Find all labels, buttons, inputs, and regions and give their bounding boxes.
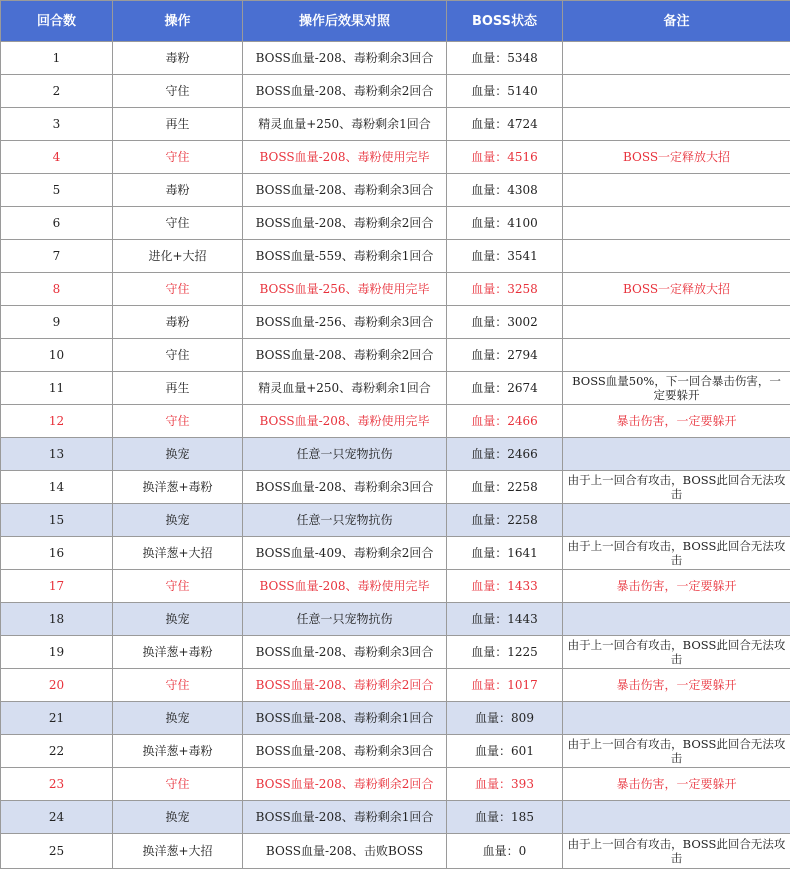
round-cell: 19	[1, 636, 113, 669]
action-cell: 守住	[113, 75, 243, 108]
action-cell: 守住	[113, 405, 243, 438]
boss-status-cell: 血量：4516	[447, 141, 563, 174]
boss-status-cell: 血量：393	[447, 768, 563, 801]
boss-status-cell: 血量：601	[447, 735, 563, 768]
table-row	[1, 174, 790, 207]
action-cell: 守住	[113, 768, 243, 801]
header-effect: 操作后效果对照	[243, 1, 447, 42]
header-boss-status: BOSS状态	[447, 1, 563, 42]
effect-cell: 精灵血量+250、毒粉剩余1回合	[243, 108, 447, 141]
effect-cell: 任意一只宠物抗伤	[243, 438, 447, 471]
table-row	[1, 768, 790, 801]
note-cell	[563, 702, 790, 735]
note-cell	[563, 42, 790, 75]
boss-status-cell: 血量：3541	[447, 240, 563, 273]
table-row	[1, 372, 790, 405]
round-cell: 6	[1, 207, 113, 240]
effect-cell: BOSS血量-208、毒粉剩余1回合	[243, 801, 447, 834]
action-cell: 换洋葱+毒粉	[113, 735, 243, 768]
round-cell: 3	[1, 108, 113, 141]
action-cell: 换宠	[113, 504, 243, 537]
round-cell: 16	[1, 537, 113, 570]
note-cell	[563, 108, 790, 141]
table-row	[1, 207, 790, 240]
round-cell: 17	[1, 570, 113, 603]
round-cell: 18	[1, 603, 113, 636]
table-row	[1, 240, 790, 273]
header-action: 操作	[113, 1, 243, 42]
note-cell: BOSS血量50%，下一回合暴击伤害，一定要躲开	[563, 372, 790, 405]
effect-cell: BOSS血量-208、毒粉剩余3回合	[243, 735, 447, 768]
effect-cell: BOSS血量-256、毒粉使用完毕	[243, 273, 447, 306]
round-cell: 7	[1, 240, 113, 273]
round-cell: 10	[1, 339, 113, 372]
table-row	[1, 702, 790, 735]
table-row	[1, 603, 790, 636]
note-cell: 由于上一回合有攻击，BOSS此回合无法攻击	[563, 735, 790, 768]
note-cell: 由于上一回合有攻击，BOSS此回合无法攻击	[563, 471, 790, 504]
action-cell: 换宠	[113, 603, 243, 636]
table-row	[1, 405, 790, 438]
effect-cell: BOSS血量-256、毒粉剩余3回合	[243, 306, 447, 339]
boss-status-cell: 血量：1443	[447, 603, 563, 636]
round-cell: 5	[1, 174, 113, 207]
action-cell: 毒粉	[113, 306, 243, 339]
action-cell: 换宠	[113, 801, 243, 834]
table-row	[1, 141, 790, 174]
boss-status-cell: 血量：3002	[447, 306, 563, 339]
table-row	[1, 801, 790, 834]
effect-cell: BOSS血量-208、毒粉剩余3回合	[243, 636, 447, 669]
boss-status-cell: 血量：1225	[447, 636, 563, 669]
round-cell: 9	[1, 306, 113, 339]
note-cell	[563, 75, 790, 108]
table-row	[1, 669, 790, 702]
note-cell: 由于上一回合有攻击，BOSS此回合无法攻击	[563, 537, 790, 570]
effect-cell: BOSS血量-208、毒粉使用完毕	[243, 405, 447, 438]
round-cell: 21	[1, 702, 113, 735]
header-note: 备注	[563, 1, 790, 42]
boss-status-cell: 血量：0	[447, 834, 563, 869]
round-cell: 12	[1, 405, 113, 438]
round-cell: 22	[1, 735, 113, 768]
table-row	[1, 735, 790, 768]
note-cell	[563, 306, 790, 339]
action-cell: 守住	[113, 669, 243, 702]
round-cell: 25	[1, 834, 113, 869]
note-cell: 暴击伤害，一定要躲开	[563, 405, 790, 438]
table-row	[1, 636, 790, 669]
header-round: 回合数	[1, 1, 113, 42]
note-cell	[563, 174, 790, 207]
table-row	[1, 306, 790, 339]
note-cell: BOSS一定释放大招	[563, 141, 790, 174]
action-cell: 毒粉	[113, 174, 243, 207]
action-cell: 进化+大招	[113, 240, 243, 273]
boss-status-cell: 血量：4724	[447, 108, 563, 141]
effect-cell: BOSS血量-208、毒粉剩余2回合	[243, 669, 447, 702]
round-cell: 14	[1, 471, 113, 504]
note-cell: 由于上一回合有攻击，BOSS此回合无法攻击	[563, 834, 790, 869]
action-cell: 换宠	[113, 702, 243, 735]
round-cell: 11	[1, 372, 113, 405]
boss-status-cell: 血量：2674	[447, 372, 563, 405]
round-cell: 20	[1, 669, 113, 702]
effect-cell: BOSS血量-208、毒粉使用完毕	[243, 570, 447, 603]
boss-status-cell: 血量：5348	[447, 42, 563, 75]
effect-cell: BOSS血量-208、毒粉剩余3回合	[243, 174, 447, 207]
table-row	[1, 504, 790, 537]
boss-status-cell: 血量：5140	[447, 75, 563, 108]
round-cell: 13	[1, 438, 113, 471]
round-cell: 2	[1, 75, 113, 108]
effect-cell: 任意一只宠物抗伤	[243, 504, 447, 537]
table-row	[1, 339, 790, 372]
effect-cell: BOSS血量-409、毒粉剩余2回合	[243, 537, 447, 570]
table-row	[1, 834, 790, 869]
note-cell: 暴击伤害，一定要躲开	[563, 669, 790, 702]
table-row	[1, 273, 790, 306]
effect-cell: BOSS血量-208、毒粉剩余2回合	[243, 207, 447, 240]
note-cell: BOSS一定释放大招	[563, 273, 790, 306]
boss-status-cell: 血量：2466	[447, 438, 563, 471]
boss-status-cell: 血量：2258	[447, 504, 563, 537]
table-row	[1, 471, 790, 504]
round-cell: 15	[1, 504, 113, 537]
effect-cell: BOSS血量-208、击败BOSS	[243, 834, 447, 869]
boss-status-cell: 血量：2258	[447, 471, 563, 504]
effect-cell: BOSS血量-208、毒粉剩余2回合	[243, 75, 447, 108]
effect-cell: BOSS血量-208、毒粉使用完毕	[243, 141, 447, 174]
boss-status-cell: 血量：4100	[447, 207, 563, 240]
action-cell: 毒粉	[113, 42, 243, 75]
boss-status-cell: 血量：2794	[447, 339, 563, 372]
action-cell: 守住	[113, 339, 243, 372]
table-row	[1, 438, 790, 471]
table-row	[1, 537, 790, 570]
table-body	[1, 42, 790, 869]
effect-cell: BOSS血量-208、毒粉剩余1回合	[243, 702, 447, 735]
effect-cell: BOSS血量-208、毒粉剩余2回合	[243, 768, 447, 801]
effect-cell: BOSS血量-208、毒粉剩余2回合	[243, 339, 447, 372]
action-cell: 再生	[113, 372, 243, 405]
action-cell: 换洋葱+大招	[113, 537, 243, 570]
effect-cell: 任意一只宠物抗伤	[243, 603, 447, 636]
action-cell: 再生	[113, 108, 243, 141]
boss-status-cell: 血量：185	[447, 801, 563, 834]
action-cell: 换洋葱+毒粉	[113, 636, 243, 669]
table-row	[1, 570, 790, 603]
boss-status-cell: 血量：1017	[447, 669, 563, 702]
action-cell: 守住	[113, 207, 243, 240]
round-cell: 23	[1, 768, 113, 801]
note-cell	[563, 339, 790, 372]
effect-cell: BOSS血量-208、毒粉剩余3回合	[243, 42, 447, 75]
boss-status-cell: 血量：2466	[447, 405, 563, 438]
action-cell: 换宠	[113, 438, 243, 471]
effect-cell: BOSS血量-208、毒粉剩余3回合	[243, 471, 447, 504]
table-row	[1, 42, 790, 75]
boss-status-cell: 血量：1433	[447, 570, 563, 603]
table-header	[1, 1, 790, 42]
effect-cell: 精灵血量+250、毒粉剩余1回合	[243, 372, 447, 405]
note-cell	[563, 801, 790, 834]
note-cell: 暴击伤害，一定要躲开	[563, 768, 790, 801]
table-row	[1, 108, 790, 141]
boss-status-cell: 血量：809	[447, 702, 563, 735]
round-cell: 24	[1, 801, 113, 834]
action-cell: 守住	[113, 570, 243, 603]
action-cell: 换洋葱+大招	[113, 834, 243, 869]
note-cell: 由于上一回合有攻击，BOSS此回合无法攻击	[563, 636, 790, 669]
effect-cell: BOSS血量-559、毒粉剩余1回合	[243, 240, 447, 273]
round-cell: 4	[1, 141, 113, 174]
boss-status-cell: 血量：1641	[447, 537, 563, 570]
boss-status-cell: 血量：4308	[447, 174, 563, 207]
round-cell: 8	[1, 273, 113, 306]
note-cell	[563, 603, 790, 636]
note-cell: 暴击伤害，一定要躲开	[563, 570, 790, 603]
note-cell	[563, 240, 790, 273]
note-cell	[563, 207, 790, 240]
table-row	[1, 75, 790, 108]
action-cell: 换洋葱+毒粉	[113, 471, 243, 504]
action-cell: 守住	[113, 141, 243, 174]
note-cell	[563, 504, 790, 537]
action-cell: 守住	[113, 273, 243, 306]
header-row	[1, 1, 790, 42]
note-cell	[563, 438, 790, 471]
round-cell: 1	[1, 42, 113, 75]
boss-status-cell: 血量：3258	[447, 273, 563, 306]
